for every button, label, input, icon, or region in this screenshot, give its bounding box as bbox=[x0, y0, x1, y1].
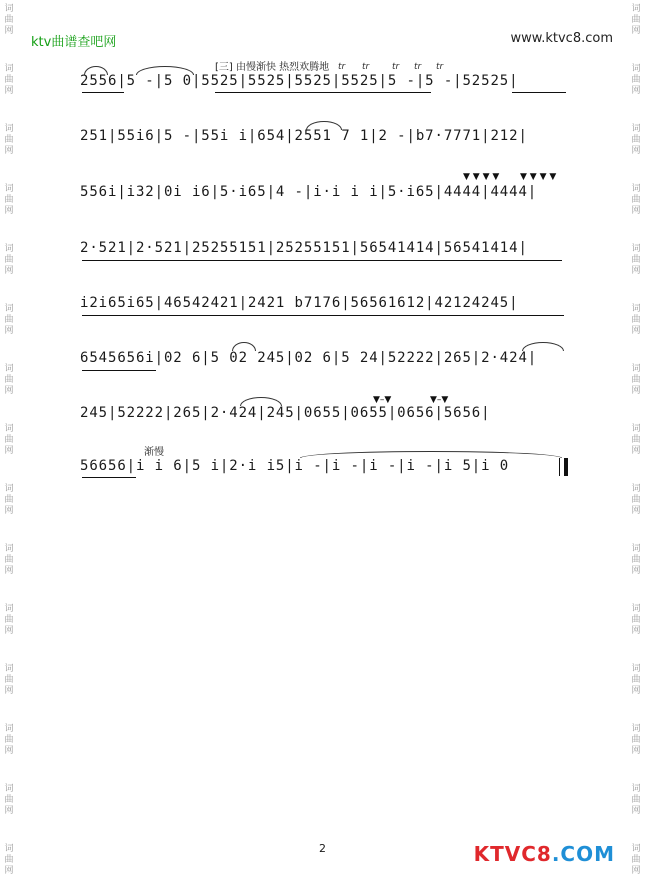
watermark-char: 网 bbox=[4, 806, 14, 816]
left-watermark-column bbox=[2, 0, 16, 891]
slur-mark bbox=[84, 66, 108, 75]
watermark-char: 词 bbox=[4, 244, 14, 254]
accent-marks: ▼–▼ bbox=[373, 395, 392, 405]
watermark-char: 网 bbox=[631, 326, 641, 336]
trill-mark: tr bbox=[338, 62, 346, 72]
watermark-char: 网 bbox=[631, 746, 641, 756]
page-number: 2 bbox=[319, 842, 326, 855]
trill-mark: tr bbox=[392, 62, 400, 72]
watermark-char: 曲 bbox=[631, 795, 641, 805]
watermark-char: 网 bbox=[631, 266, 641, 276]
watermark-char: 曲 bbox=[4, 555, 14, 565]
watermark-char: 词 bbox=[631, 664, 641, 674]
beam-underline bbox=[82, 477, 136, 478]
watermark-char: 网 bbox=[631, 686, 641, 696]
watermark-char: 曲 bbox=[631, 135, 641, 145]
watermark-char: 网 bbox=[4, 326, 14, 336]
slur-mark bbox=[522, 342, 564, 351]
watermark-char: 网 bbox=[631, 86, 641, 96]
watermark-char: 网 bbox=[4, 386, 14, 396]
score-line-1: 2556|5 -|5 0|5525|5525|5525|5525|5 -|5 -|52525| bbox=[80, 73, 519, 89]
score-line-4: 2·521|2·521|25255151|25255151|56541414|56541414| bbox=[80, 240, 528, 256]
watermark-char: 曲 bbox=[4, 735, 14, 745]
watermark-char: 网 bbox=[631, 626, 641, 636]
watermark-char: 网 bbox=[4, 446, 14, 456]
watermark-char: 曲 bbox=[4, 435, 14, 445]
watermark-char: 曲 bbox=[631, 615, 641, 625]
watermark-char: 词 bbox=[4, 424, 14, 434]
watermark-char: 网 bbox=[4, 626, 14, 636]
watermark-char: 网 bbox=[631, 206, 641, 216]
watermark-char: 词 bbox=[631, 304, 641, 314]
score-line-2: 251|55i6|5 -|55i i|654|2551 7 1|2 -|b7·7771|212| bbox=[80, 128, 528, 144]
slur-mark bbox=[306, 121, 342, 130]
watermark-char: 词 bbox=[631, 544, 641, 554]
beam-underline bbox=[82, 370, 156, 371]
watermark-char: 词 bbox=[631, 244, 641, 254]
watermark-char: 词 bbox=[4, 364, 14, 374]
watermark-char: 曲 bbox=[4, 75, 14, 85]
watermark-char: 词 bbox=[631, 724, 641, 734]
watermark-char: 网 bbox=[631, 26, 641, 36]
right-watermark-column bbox=[629, 0, 643, 891]
watermark-char: 词 bbox=[4, 304, 14, 314]
watermark-char: 网 bbox=[631, 806, 641, 816]
brand-logo bbox=[474, 842, 615, 866]
watermark-char: 词 bbox=[631, 424, 641, 434]
watermark-char: 曲 bbox=[631, 75, 641, 85]
trill-mark: tr bbox=[414, 62, 422, 72]
final-barline-thick bbox=[564, 458, 568, 476]
watermark-char: 曲 bbox=[631, 255, 641, 265]
watermark-char: 网 bbox=[631, 566, 641, 576]
watermark-char: 网 bbox=[4, 686, 14, 696]
watermark-char: 词 bbox=[4, 4, 14, 14]
brand-logo-part1: KTVC8 bbox=[473, 842, 552, 866]
beam-underline bbox=[215, 92, 431, 93]
watermark-char: 词 bbox=[631, 64, 641, 74]
slur-mark bbox=[240, 397, 282, 406]
watermark-char: 网 bbox=[4, 86, 14, 96]
watermark-char: 网 bbox=[4, 146, 14, 156]
watermark-char: 词 bbox=[631, 124, 641, 134]
watermark-char: 词 bbox=[631, 364, 641, 374]
watermark-char: 曲 bbox=[4, 615, 14, 625]
watermark-char: 词 bbox=[4, 784, 14, 794]
watermark-char: 网 bbox=[4, 266, 14, 276]
beam-underline bbox=[82, 260, 562, 261]
watermark-char: 词 bbox=[4, 664, 14, 674]
tempo-marking: [三] 由慢渐快 热烈欢腾地 bbox=[215, 62, 330, 73]
score-line-6: 6545656i|02 6|5 02 245|02 6|5 24|52222|265|2·424| bbox=[80, 350, 538, 366]
watermark-char: 网 bbox=[631, 146, 641, 156]
slur-mark bbox=[232, 342, 256, 351]
watermark-char: 词 bbox=[631, 844, 641, 854]
watermark-char: 网 bbox=[631, 386, 641, 396]
watermark-char: 网 bbox=[631, 446, 641, 456]
score-line-8: 56656|i i 6|5 i|2·i i5|i -|i -|i -|i -|i 5|i 0 bbox=[80, 458, 510, 474]
brand-logo-part2: .COM bbox=[551, 842, 615, 866]
watermark-char: 曲 bbox=[4, 195, 14, 205]
watermark-char: 曲 bbox=[631, 195, 641, 205]
beam-underline bbox=[82, 92, 124, 93]
watermark-char: 曲 bbox=[4, 255, 14, 265]
watermark-char: 网 bbox=[631, 506, 641, 516]
score-line-5: i2i65i65|46542421|2421 b7176|56561612|42124245| bbox=[80, 295, 519, 311]
watermark-char: 词 bbox=[4, 484, 14, 494]
watermark-char: 词 bbox=[631, 4, 641, 14]
slur-mark bbox=[136, 66, 194, 75]
watermark-char: 曲 bbox=[631, 855, 641, 865]
watermark-char: 词 bbox=[4, 844, 14, 854]
watermark-char: 曲 bbox=[4, 855, 14, 865]
watermark-char: 曲 bbox=[4, 135, 14, 145]
watermark-char: 词 bbox=[631, 484, 641, 494]
watermark-char: 词 bbox=[631, 184, 641, 194]
watermark-char: 曲 bbox=[631, 435, 641, 445]
watermark-char: 词 bbox=[4, 544, 14, 554]
watermark-char: 网 bbox=[4, 746, 14, 756]
watermark-char: 网 bbox=[4, 866, 14, 876]
watermark-char: 词 bbox=[4, 124, 14, 134]
trill-mark: tr bbox=[362, 62, 370, 72]
watermark-char: 曲 bbox=[631, 675, 641, 685]
beam-underline bbox=[82, 315, 564, 316]
watermark-char: 词 bbox=[4, 64, 14, 74]
watermark-char: 网 bbox=[4, 566, 14, 576]
watermark-char: 词 bbox=[4, 604, 14, 614]
watermark-char: 曲 bbox=[4, 675, 14, 685]
accent-marks: ▼–▼ bbox=[430, 395, 449, 405]
watermark-char: 曲 bbox=[631, 555, 641, 565]
site-url-right: www.ktvc8.com bbox=[510, 31, 613, 46]
watermark-char: 曲 bbox=[631, 495, 641, 505]
accent-marks: ▼ ▼ ▼ ▼ bbox=[520, 172, 557, 182]
watermark-char: 网 bbox=[4, 206, 14, 216]
expression-marking: 渐慢 bbox=[144, 447, 164, 458]
watermark-char: 网 bbox=[4, 506, 14, 516]
watermark-char: 曲 bbox=[4, 375, 14, 385]
watermark-char: 曲 bbox=[631, 15, 641, 25]
final-barline-thin bbox=[559, 458, 560, 476]
accent-marks: ▼ ▼ ▼ ▼ bbox=[463, 172, 500, 182]
watermark-char: 网 bbox=[4, 26, 14, 36]
watermark-char: 曲 bbox=[4, 15, 14, 25]
score-line-3: 556i|i32|0i i6|5·i65|4 -|i·i i i|5·i65|4444|4444| bbox=[80, 184, 538, 200]
watermark-char: 词 bbox=[4, 724, 14, 734]
watermark-char: 曲 bbox=[4, 315, 14, 325]
watermark-char: 曲 bbox=[4, 495, 14, 505]
watermark-char: 曲 bbox=[631, 735, 641, 745]
watermark-char: 词 bbox=[4, 184, 14, 194]
watermark-char: 网 bbox=[631, 866, 641, 876]
watermark-char: 曲 bbox=[4, 795, 14, 805]
beam-underline bbox=[512, 92, 566, 93]
watermark-char: 曲 bbox=[631, 375, 641, 385]
watermark-char: 曲 bbox=[631, 315, 641, 325]
watermark-char: 词 bbox=[631, 784, 641, 794]
score-line-7: 245|52222|265|2·424|245|0655|0655|0656|5656| bbox=[80, 405, 491, 421]
watermark-char: 词 bbox=[631, 604, 641, 614]
slur-mark bbox=[300, 451, 562, 458]
site-name-left: ktv曲谱查吧网 bbox=[31, 35, 117, 50]
trill-mark: tr bbox=[436, 62, 444, 72]
